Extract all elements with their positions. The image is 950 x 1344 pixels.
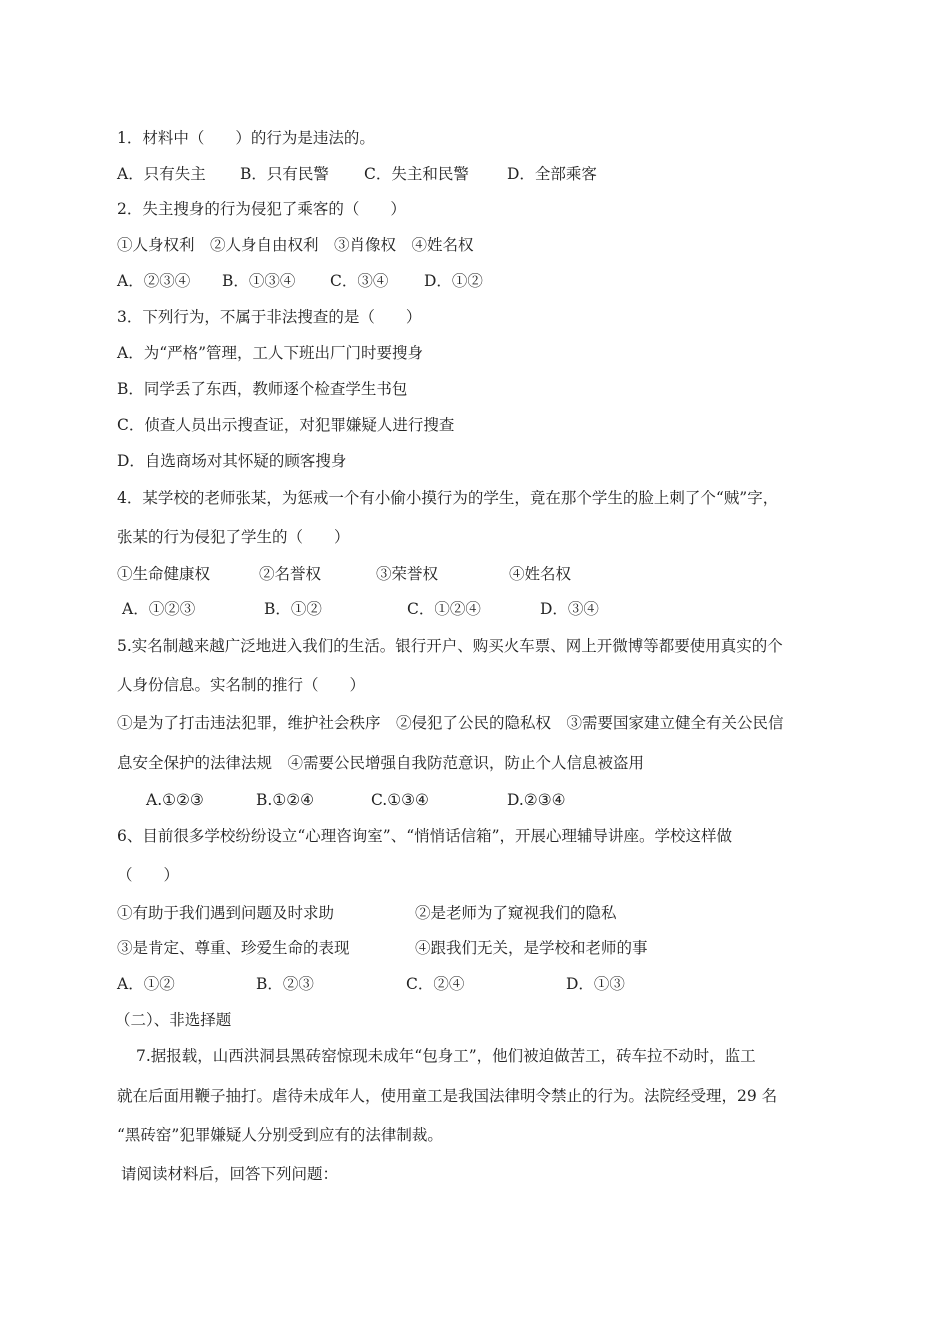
section2-heading: （二）、非选择题	[115, 1011, 232, 1029]
q6-stem-line2: （ ）	[117, 866, 180, 884]
q2-option-a: A．②③④	[117, 272, 191, 290]
q2-option-d: D．①②	[424, 272, 483, 290]
q1-stem: 1．材料中（ ）的行为是违法的。	[117, 129, 375, 147]
q2-option-c: C．③④	[330, 272, 389, 290]
q4-option-c: C．①②④	[407, 600, 481, 618]
q6-option-a: A．①②	[117, 975, 175, 993]
q2-option-b: B．①③④	[222, 272, 296, 290]
q3-option-b: B．同学丢了东西，教师逐个检查学生书包	[117, 380, 408, 398]
q6-item-4: ④跟我们无关，是学校和老师的事	[415, 939, 648, 957]
q4-item-1: ①生命健康权	[117, 565, 211, 583]
q5-option-b: B.①②④	[256, 791, 315, 809]
q1-option-a: A．只有失主	[117, 165, 206, 183]
q1-option-b: B．只有民警	[240, 165, 329, 183]
q7-prompt: 请阅读材料后，回答下列问题：	[121, 1165, 339, 1183]
q6-item-1: ①有助于我们遇到问题及时求助	[117, 904, 335, 922]
q7-line1: 7.据报载，山西洪洞县黑砖窑惊现未成年“包身工”，他们被迫做苦工，砖车拉不动时，监工	[136, 1047, 756, 1065]
q3-option-a: A．为“严格”管理，工人下班出厂门时要搜身	[117, 344, 424, 362]
q6-option-b: B．②③	[256, 975, 314, 993]
q4-option-a: A．①②③	[122, 600, 196, 618]
q4-item-3: ③荣誉权	[376, 565, 439, 583]
q5-stem-line2: 人身份信息。实名制的推行（ ）	[117, 676, 366, 694]
q4-stem-line1: 4．某学校的老师张某，为惩戒一个有小偷小摸行为的学生，竟在那个学生的脸上刺了个“贼”字，	[117, 489, 779, 507]
q4-option-d: D．③④	[540, 600, 599, 618]
q7-line2: 就在后面用鞭子抽打。虐待未成年人，使用童工是我国法律明令禁止的行为。法院经受理，29 名	[117, 1087, 778, 1105]
q7-line3: “黑砖窑”犯罪嫌疑人分别受到应有的法律制裁。	[117, 1126, 443, 1144]
q2-items: ①人身权利 ②人身自由权利 ③肖像权 ④姓名权	[117, 236, 474, 254]
q6-item-3: ③是肯定、尊重、珍爱生命的表现	[117, 939, 350, 957]
q5-option-a: A.①②③	[146, 791, 204, 809]
q4-option-b: B．①②	[264, 600, 322, 618]
q5-stem-line1: 5.实名制越来越广泛地进入我们的生活。银行开户、购买火车票、网上开微博等都要使用真实的个	[117, 637, 783, 655]
q3-option-c: C．侦查人员出示搜查证，对犯罪嫌疑人进行搜查	[117, 416, 455, 434]
q4-item-4: ④姓名权	[509, 565, 572, 583]
q5-items-line2: 息安全保护的法律法规 ④需要公民增强自我防范意识，防止个人信息被盗用	[117, 754, 645, 772]
q6-option-c: C．②④	[406, 975, 465, 993]
q6-option-d: D．①③	[566, 975, 625, 993]
q3-stem: 3．下列行为，不属于非法搜查的是（ ）	[117, 308, 422, 326]
q6-item-2: ②是老师为了窥视我们的隐私	[415, 904, 617, 922]
q1-option-d: D．全部乘客	[507, 165, 597, 183]
q2-stem: 2．失主搜身的行为侵犯了乘客的（ ）	[117, 200, 406, 218]
q6-stem-line1: 6、目前很多学校纷纷设立“心理咨询室”、“悄悄话信箱”，开展心理辅导讲座。学校这样做	[117, 827, 733, 845]
q3-option-d: D．自选商场对其怀疑的顾客搜身	[117, 452, 347, 470]
q4-stem-line2: 张某的行为侵犯了学生的（ ）	[117, 528, 350, 546]
q4-item-2: ②名誉权	[259, 565, 322, 583]
q5-items-line1: ①是为了打击违法犯罪，维护社会秩序 ②侵犯了公民的隐私权 ③需要国家建立健全有关公民信	[117, 714, 784, 732]
q5-option-c: C.①③④	[371, 791, 429, 809]
q5-option-d: D.②③④	[507, 791, 566, 809]
q1-option-c: C．失主和民警	[364, 165, 469, 183]
